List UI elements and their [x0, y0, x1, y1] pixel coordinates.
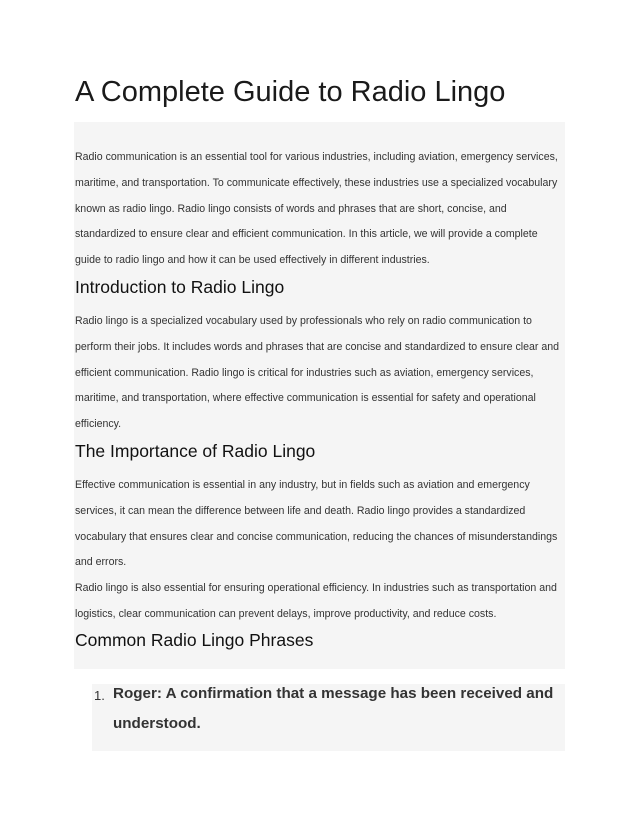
document-title: A Complete Guide to Radio Lingo — [75, 76, 506, 108]
section-heading-introduction: Introduction to Radio Lingo — [75, 277, 285, 297]
phrase-text: Roger: A confirmation that a message has been received and understood. — [113, 685, 554, 732]
section-heading-importance: The Importance of Radio Lingo — [75, 441, 316, 461]
section-heading-common-phrases: Common Radio Lingo Phrases — [75, 630, 314, 650]
intro-paragraph: Radio communication is an essential tool for various industries, including aviation, emergency services, maritime, and transportation. To communicate effectively, these industries use a specialized vocabulary known as radio lingo. Radio lingo consists of words and phrases that are short, concise, and standardized to ensure clear and efficient communication. In this article, we will provide a complete guide to radio lingo and how it can be used effectively in different industries. — [75, 151, 558, 267]
importance-paragraph-1: Effective communication is essential in any industry, but in fields such as aviation and emergency services, it can mean the difference between life and death. Radio lingo provides a standardized vocabulary that ensures clear and concise communication, reducing the chances of misunderstandings and errors. — [75, 479, 558, 569]
phrase-list-item — [94, 679, 554, 739]
introduction-paragraph: Radio lingo is a specialized vocabulary used by professionals who rely on radio communication to perform their jobs. It includes words and phrases that are concise and standardized to ensure clear and efficient communication. Radio lingo is critical for industries such as aviation, emergency services, maritime, and transportation, where effective communication is essential for safety and operational efficiency. — [75, 315, 560, 431]
phrase-number: 1. — [94, 688, 105, 703]
importance-paragraph-2: Radio lingo is also essential for ensuring operational efficiency. In industries such as transportation and logistics, clear communication can prevent delays, improve productivity, and reduce costs. — [75, 582, 557, 620]
